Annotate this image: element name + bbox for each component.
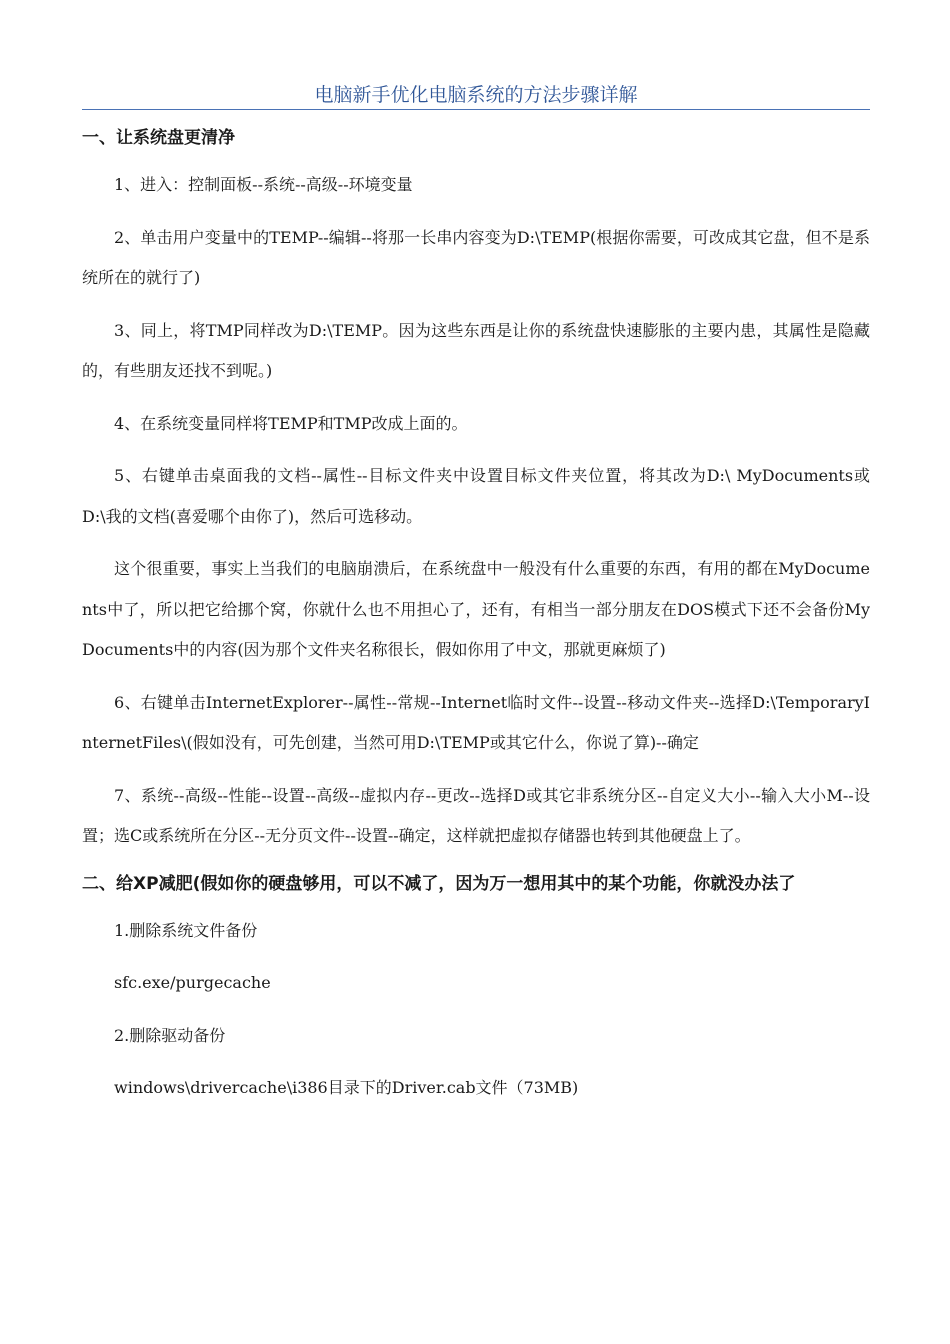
section-2-path-1: windows\drivercache\i386目录下的Driver.cab文件（73MB)	[114, 1078, 579, 1097]
section-2-item-2: 2.删除驱动备份	[114, 1025, 226, 1045]
section-1-heading: 一、让系统盘更清净	[82, 128, 235, 148]
section-2-heading: 二、给XP减肥(假如你的硬盘够用，可以不减了，因为万一想用其中的某个功能，你就没办法了	[82, 873, 796, 894]
section-1-item-2: 2、单击用户变量中的TEMP--编辑--将那一长串内容变为D:\TEMP(根据你需要，可改成其它盘，但不是系统所在的就行了)	[82, 227, 870, 287]
section-1-item-4: 4、在系统变量同样将TEMP和TMP改成上面的。	[114, 413, 468, 433]
section-2-command-1: sfc.exe/purgecache	[114, 973, 271, 992]
section-1-item-6: 6、右键单击InternetExplorer--属性--常规--Internet临时文件--设置--移动文件夹--选择D:\TemporaryInternetFiles\(假如没有，可先创建，当然可用D:\TEMP或其它什么，你说了算)--确定	[82, 692, 870, 752]
section-2-item-1: 1.删除系统文件备份	[114, 920, 258, 940]
section-1-item-7: 7、系统--高级--性能--设置--高级--虚拟内存--更改--选择D或其它非系统分区--自定义大小--输入大小M--设置；选C或系统所在分区--无分页文件--设置--确定，这样就把虚拟存储器也转到其他硬盘上了。	[82, 785, 870, 845]
section-1-note: 这个很重要，事实上当我们的电脑崩溃后，在系统盘中一般没有什么重要的东西，有用的都在MyDocuments中了，所以把它给挪个窝，你就什么也不用担心了，还有，有相当一部分朋友在DOS模式下还不会备份MyDocuments中的内容(因为那个文件夹名称很长，假如你用了中文，那就更麻烦了)	[82, 559, 870, 659]
section-1-item-1: 1、进入：控制面板--系统--高级--环境变量	[114, 175, 413, 194]
section-1-item-5: 5、右键单击桌面我的文档--属性--目标文件夹中设置目标文件夹位置，将其改为D:\ MyDocuments或D:\我的文档(喜爱哪个由你了)，然后可选移动。	[82, 466, 870, 526]
document-body	[82, 124, 870, 1109]
title-underline	[82, 109, 870, 110]
document-title: 电脑新手优化电脑系统的方法步骤详解	[314, 84, 638, 106]
section-1-item-3: 3、同上，将TMP同样改为D:\TEMP。因为这些东西是让你的系统盘快速膨胀的主要内患，其属性是隐藏的，有些朋友还找不到呢。)	[82, 320, 870, 380]
